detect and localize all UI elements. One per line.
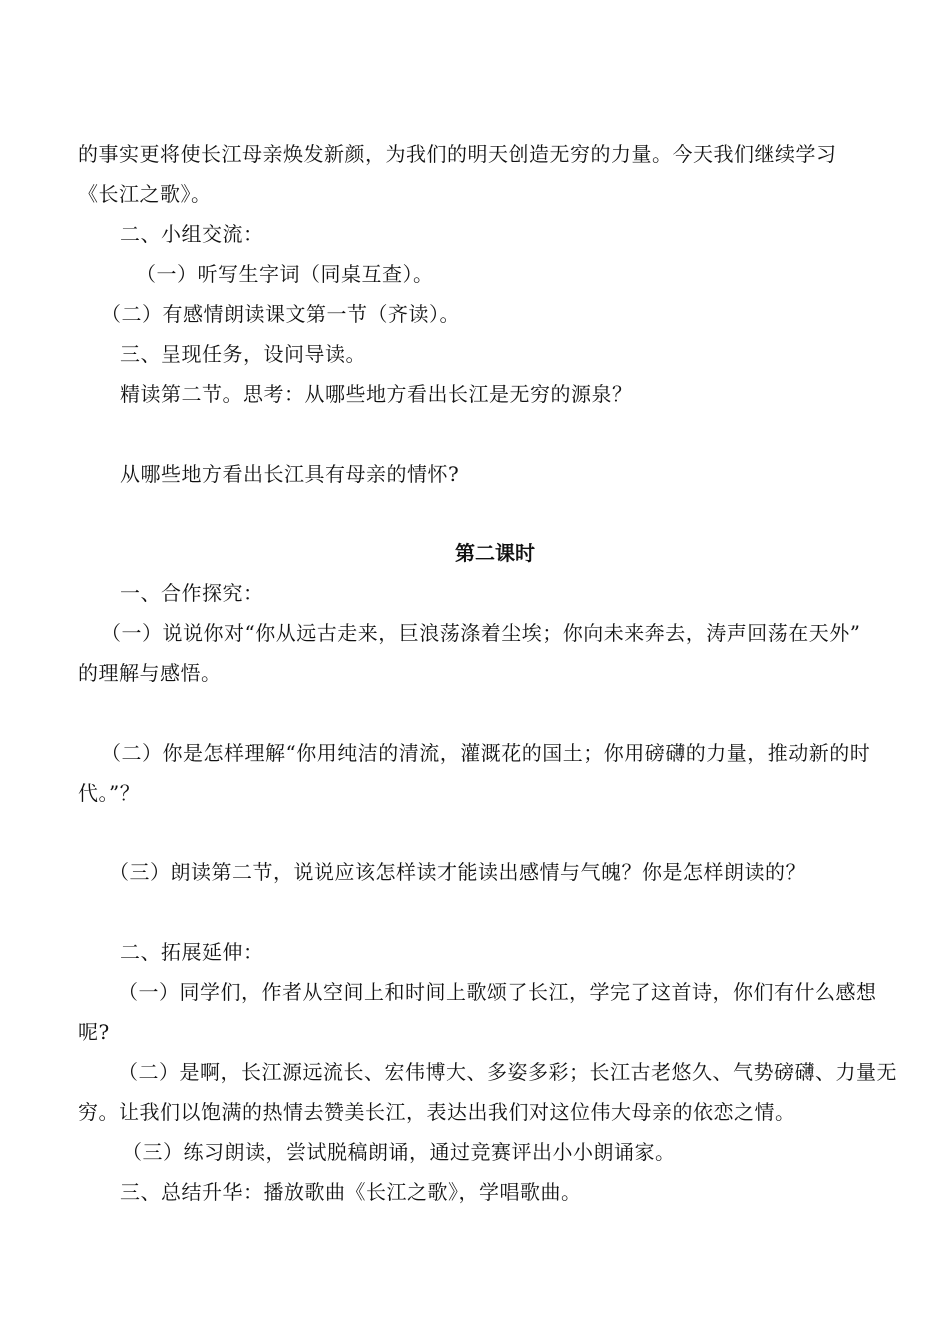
section-title: 二、拓展延伸： <box>120 940 264 964</box>
lesson-heading: 第二课时 <box>455 541 535 565</box>
question-line: 精读第二节。思考：从哪些地方看出长江是无穷的源泉？ <box>120 382 633 406</box>
list-item: （三）练习朗读，尝试脱稿朗诵，通过竞赛评出小小朗诵家。 <box>122 1140 676 1164</box>
list-item-continuation: 的理解与感悟。 <box>78 661 222 685</box>
section-title: 三、总结升华：播放歌曲《长江之歌》，学唱歌曲。 <box>120 1180 582 1204</box>
paragraph-line: 的事实更将使长江母亲焕发新颜，为我们的明天创造无穷的力量。今天我们继续学习 <box>78 142 837 166</box>
list-item: （二）有感情朗读课文第一节（齐读）。 <box>101 302 460 326</box>
section-title: 一、合作探究： <box>120 581 264 605</box>
list-item: （二）是啊，长江源远流长、宏伟博大、多姿多彩；长江古老悠久、气势磅礴、力量无 <box>118 1060 897 1084</box>
list-item: （二）你是怎样理解“你用纯洁的清流，灌溉花的国土；你用磅礴的力量，推动新的时 <box>101 741 871 765</box>
list-item-continuation: 穷。让我们以饱满的热情去赞美长江，表达出我们对这位伟大母亲的依恋之情。 <box>78 1100 796 1124</box>
question-line: 从哪些地方看出长江具有母亲的情怀? <box>120 462 460 486</box>
list-item: （一）说说你对“你从远古走来，巨浪荡涤着尘埃；你向未来奔去，涛声回荡在天外” <box>101 621 861 645</box>
section-title: 二、小组交流： <box>120 222 264 246</box>
list-item-continuation: 呢? <box>78 1020 110 1044</box>
list-item: （一）听写生字词（同桌互查）。 <box>136 262 434 286</box>
list-item: （三）朗读第二节，说说应该怎样读才能读出感情与气魄？你是怎样朗读的？ <box>109 860 806 884</box>
section-title: 三、呈现任务，设问导读。 <box>120 342 366 366</box>
list-item-continuation: 代。”？ <box>78 781 141 805</box>
list-item: （一）同学们，作者从空间上和时间上歌颂了长江，学完了这首诗，你们有什么感想 <box>118 980 877 1004</box>
paragraph-line: 《长江之歌》。 <box>78 182 212 206</box>
